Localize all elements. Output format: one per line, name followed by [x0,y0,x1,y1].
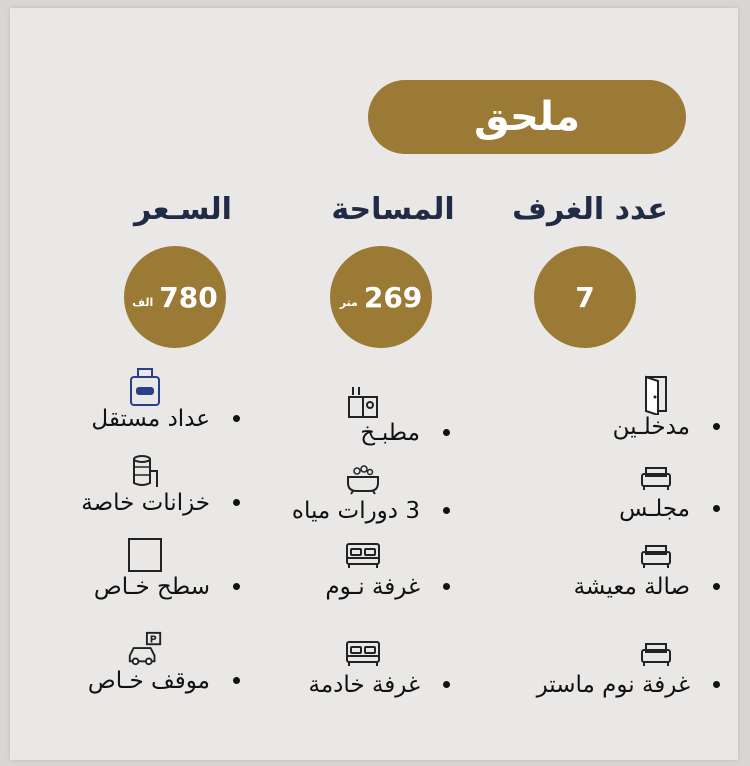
list-item-label: سطح خـاص [93,574,210,600]
kitchen-icon [344,382,382,420]
door-icon [637,376,675,414]
sofa-icon [637,634,675,672]
roof-icon [126,536,164,574]
rooms-count-circle [534,246,636,348]
listing-card [10,8,738,760]
price-unit: الف [132,295,154,309]
list-item [240,536,450,606]
bullet [443,583,450,590]
list-item-label: مطبـخ [360,420,420,446]
bullet [233,677,240,684]
area-unit: متر [339,295,358,309]
water-tank-icon [126,452,164,490]
list-item-label: غرفة خادمة [308,672,420,698]
bullet [233,415,240,422]
bullet [713,423,720,430]
list-item [30,452,240,522]
sofa-icon [637,536,675,574]
rooms-count-heading: عدد الغرف [512,192,668,227]
list-item-label: خزانات خاصة [81,490,210,516]
list-item-label: صالة معيشة [573,574,690,600]
bathtub-icon [344,460,382,498]
list-item [240,634,450,704]
bullet [713,681,720,688]
bullet [443,507,450,514]
bullet [233,583,240,590]
bullet [713,583,720,590]
svg-text:P: P [149,634,157,646]
area-value: 269 [363,280,423,314]
meter-icon [126,368,164,406]
sofa-icon [637,458,675,496]
list-item [240,460,450,530]
list-item [30,630,240,700]
title-badge [368,80,686,154]
area-heading: المساحة [331,192,455,227]
parking-icon [126,630,164,668]
area-circle [330,246,432,348]
rooms-count-value: 7 [575,280,595,314]
list-item-label: غرفة نوم ماستر [536,672,690,698]
price-value: 780 [159,280,218,314]
bed-icon [344,536,382,574]
list-item-label: عداد مستقل [91,406,210,432]
list-item [510,634,720,704]
list-item-label: 3 دورات مياه [291,498,420,524]
list-item [510,536,720,606]
list-item [510,376,720,446]
list-item-label: موقف خـاص [87,668,210,694]
list-item-label: مجلـس [619,496,690,522]
bullet [713,505,720,512]
list-item-label: مدخلـين [612,414,690,440]
bullet [233,499,240,506]
price-circle [124,246,226,348]
list-item [240,382,450,452]
list-item-label: غرفة نـوم [325,574,420,600]
bullet [443,429,450,436]
list-item [510,458,720,528]
bed-icon [344,634,382,672]
list-item [30,536,240,606]
price-heading: السـعر [134,192,232,227]
list-item [30,368,240,438]
bullet [443,681,450,688]
title-text: ملحق [474,94,580,140]
